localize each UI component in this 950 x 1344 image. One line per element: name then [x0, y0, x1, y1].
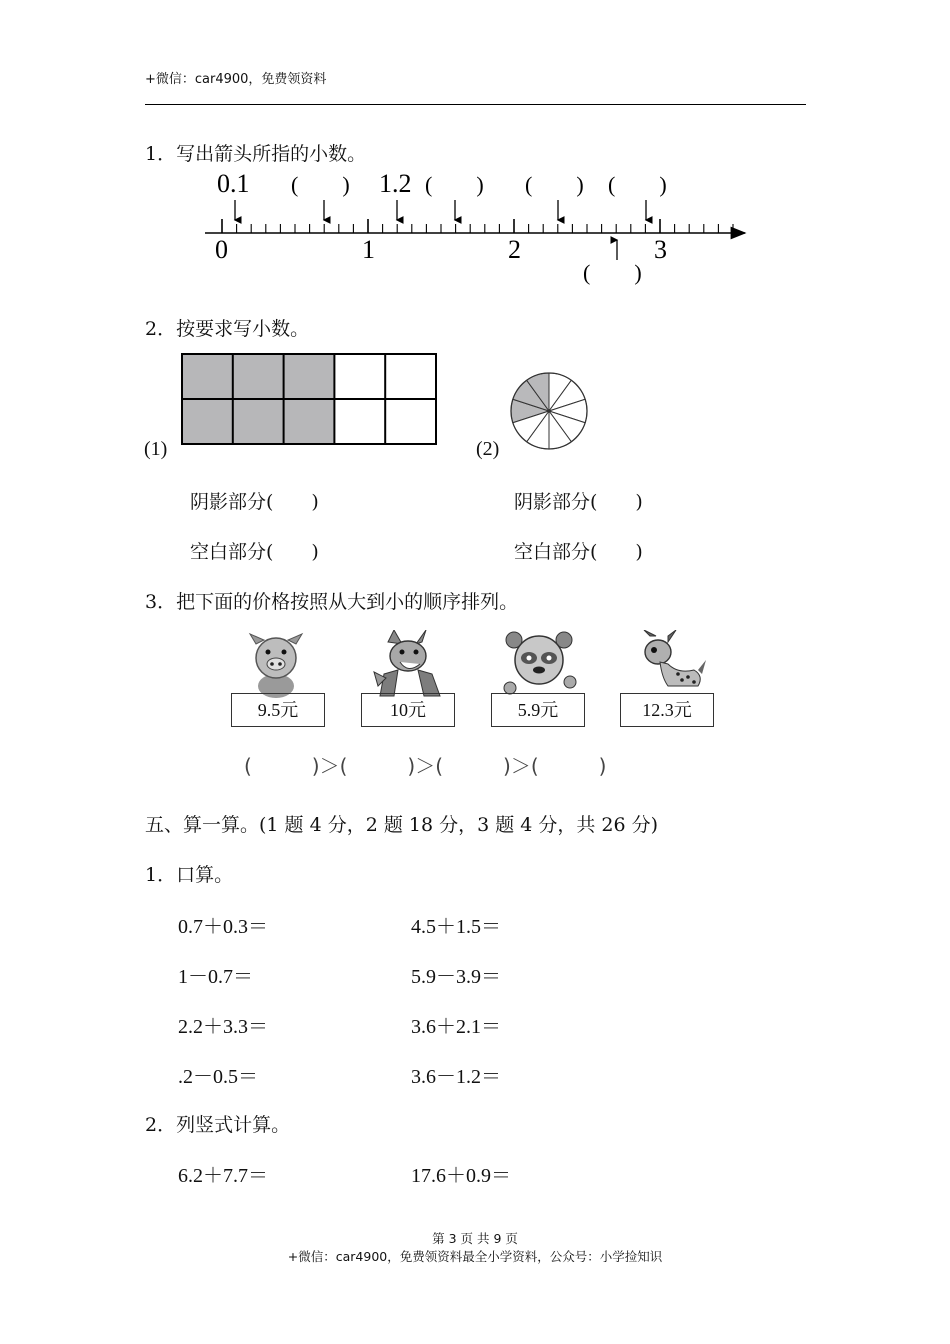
axis-num-0: 0: [215, 235, 228, 264]
blank-arrow-up: ( ): [583, 260, 642, 285]
header-note: +微信：car4900，免费领资料: [145, 72, 327, 87]
q2-title: 2．按要求写小数。: [145, 318, 310, 340]
number-line: [195, 168, 755, 288]
oral-2-2[interactable]: 5.9－3.9＝: [411, 966, 501, 988]
vertical-1[interactable]: 6.2＋7.7＝: [178, 1165, 268, 1187]
price-box-wolf: [361, 693, 455, 727]
axis-num-2: 2: [508, 235, 521, 264]
price-box-deer: [620, 693, 714, 727]
price-deer: 12.3元: [642, 700, 692, 720]
grid-shaded-answer[interactable]: 阴影部分( ): [190, 491, 319, 513]
pie-blank-answer[interactable]: 空白部分( ): [514, 541, 643, 563]
label-0-1: 0.1: [217, 169, 250, 198]
header-rule: [145, 104, 806, 105]
label-1-2: 1.2: [379, 169, 412, 198]
pie-shaded-answer[interactable]: 阴影部分( ): [514, 491, 643, 513]
price-box-pig: [231, 693, 325, 727]
oral-title: 1．口算。: [145, 864, 234, 886]
oral-3-1[interactable]: 2.2＋3.3＝: [178, 1016, 268, 1038]
part1-label: (1): [144, 438, 168, 460]
page-number: 第 3 页 共 9 页: [432, 1231, 518, 1246]
oral-3-2[interactable]: 3.6＋2.1＝: [411, 1016, 501, 1038]
deer-icon: [638, 630, 710, 698]
section5-title: 五、算一算。(1 题 4 分，2 题 18 分，3 题 4 分，共 26 分): [145, 814, 659, 836]
pie-figure: [508, 370, 590, 452]
vertical-2[interactable]: 17.6＋0.9＝: [411, 1165, 511, 1187]
price-panda: 5.9元: [517, 700, 559, 720]
blank-arrow-5: ( ): [525, 172, 584, 197]
blank-arrow-4: ( ): [425, 172, 484, 197]
q1-title: 1．写出箭头所指的小数。: [145, 143, 367, 165]
axis-num-3: 3: [654, 235, 667, 264]
price-box-panda: [491, 693, 585, 727]
grid-blank-answer[interactable]: 空白部分( ): [190, 541, 319, 563]
oral-2-1[interactable]: 1－0.7＝: [178, 966, 253, 988]
panda-icon: [500, 630, 582, 698]
grid-figure: [180, 352, 438, 446]
footer-note: +微信：car4900，免费领资料最全小学资料，公众号：小学捡知识: [287, 1249, 663, 1264]
wolf-icon: [370, 630, 448, 698]
blank-arrow-2: ( ): [291, 172, 350, 197]
order-answer-line[interactable]: ( )＞( )＞( )＞( ): [244, 754, 607, 778]
vertical-title: 2．列竖式计算。: [145, 1114, 291, 1136]
part2-label: (2): [476, 438, 500, 460]
oral-4-1[interactable]: .2－0.5＝: [178, 1066, 258, 1088]
price-wolf: 10元: [390, 700, 426, 720]
oral-4-2[interactable]: 3.6－1.2＝: [411, 1066, 501, 1088]
q3-title: 3．把下面的价格按照从大到小的顺序排列。: [145, 591, 519, 613]
blank-arrow-6: ( ): [608, 172, 667, 197]
axis-num-1: 1: [362, 235, 375, 264]
oral-1-2[interactable]: 4.5＋1.5＝: [411, 916, 501, 938]
price-pig: 9.5元: [257, 700, 299, 720]
pig-icon: [240, 630, 312, 698]
axis-ticks: [222, 219, 733, 233]
oral-1-1[interactable]: 0.7＋0.3＝: [178, 916, 268, 938]
